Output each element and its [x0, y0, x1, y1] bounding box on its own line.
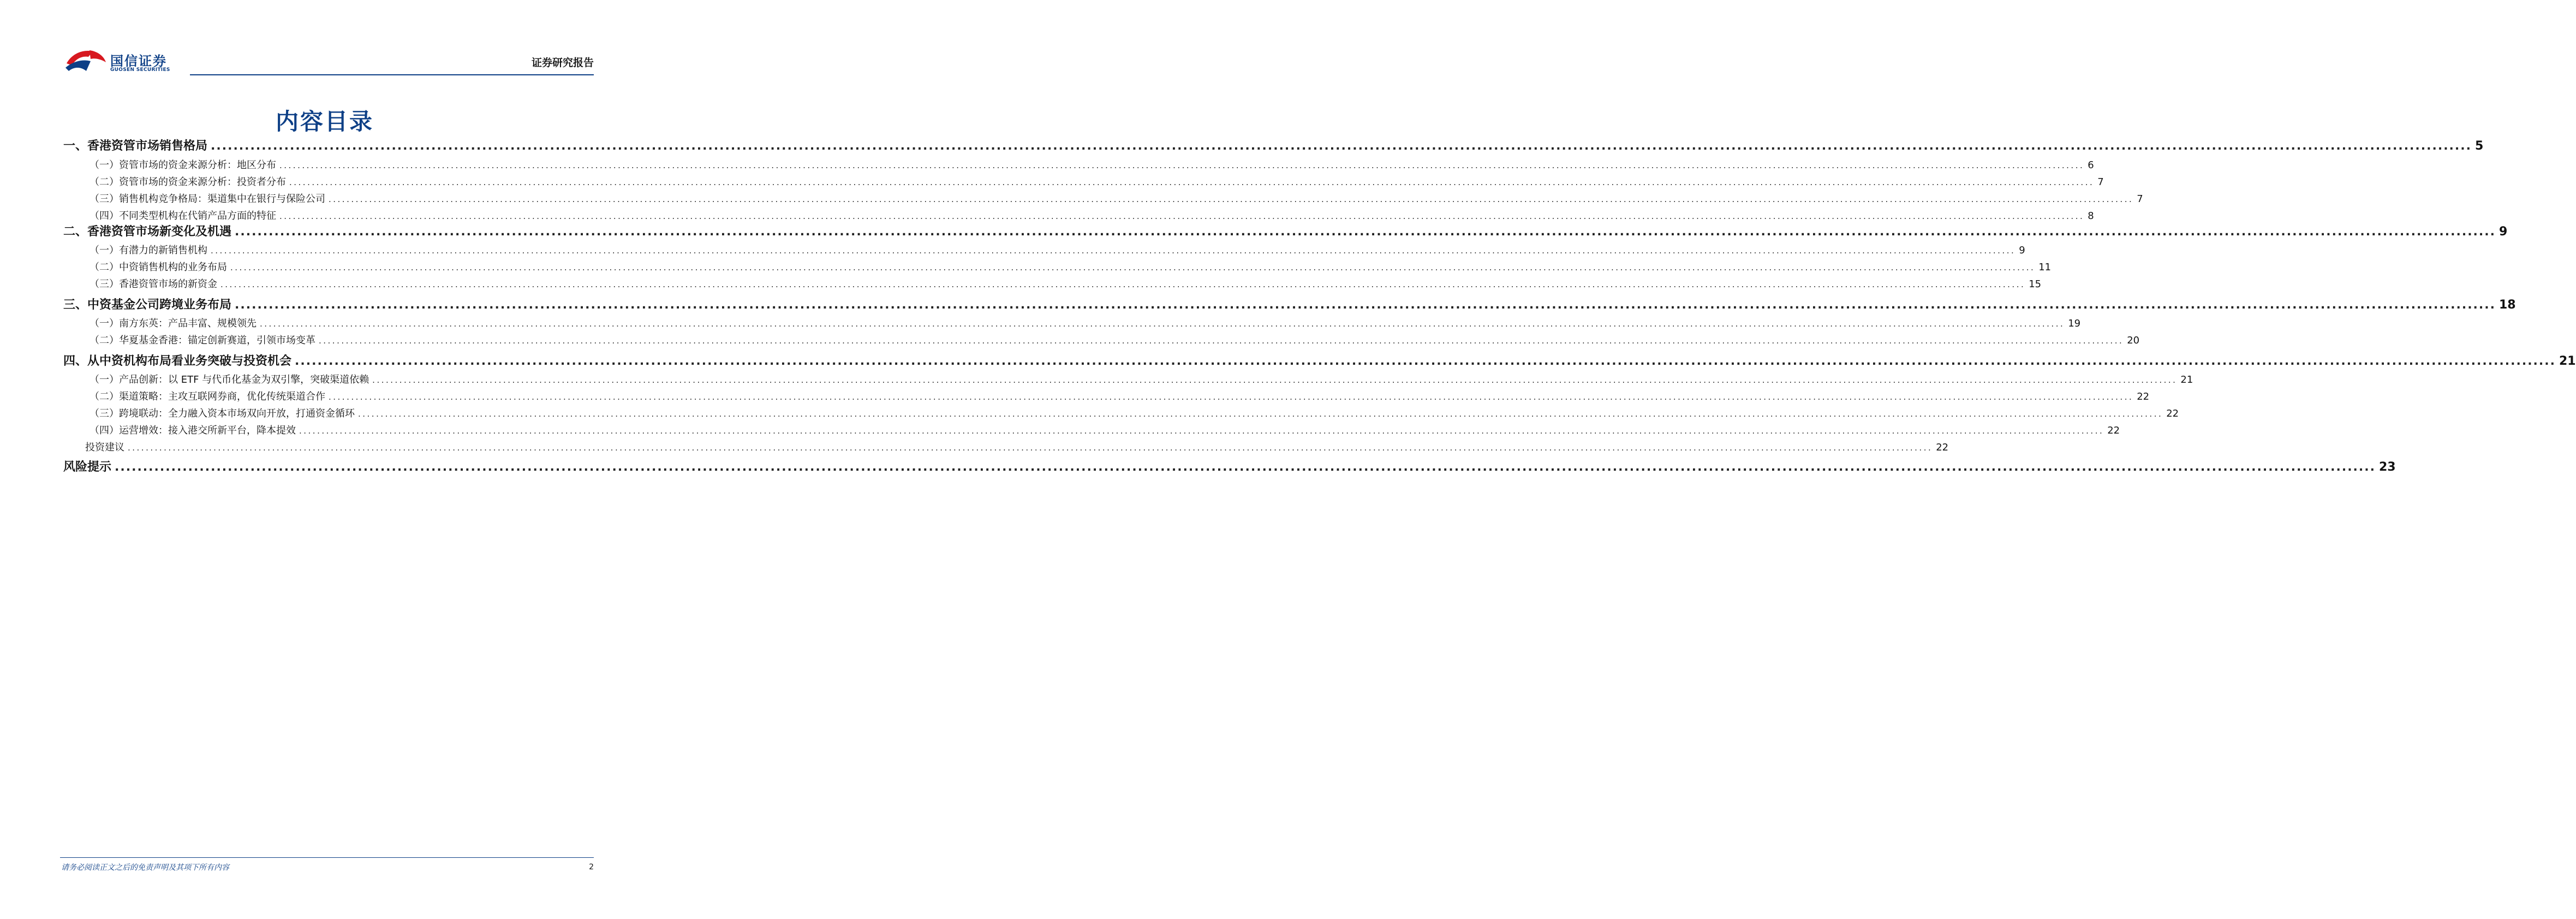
- toc-entry-page: 7: [2137, 193, 2143, 205]
- toc-entry-label: 二、香港资管市场新变化及机遇: [63, 225, 232, 239]
- toc-entry-page: 23: [2378, 460, 2396, 474]
- toc-entry-label: 四、从中资机构布局看业务突破与投资机会: [63, 354, 292, 368]
- toc-entry[interactable]: [63, 222, 2508, 239]
- toc-dot-leader: ................................................................................................................................................................................................................................................................................................................................................................................................................: [279, 161, 2085, 170]
- toc-entry-page: 22: [2166, 408, 2179, 419]
- toc-entry[interactable]: [63, 174, 2104, 188]
- toc-entry-page: 15: [2029, 278, 2042, 290]
- toc-dot-leader: ................................................................................................................................................................................................................................................................................................................................................................................................................: [289, 177, 2095, 187]
- toc-entry[interactable]: [63, 316, 2081, 330]
- toc-entry-page: 20: [2127, 335, 2140, 346]
- toc-entry-page: 11: [2038, 262, 2052, 273]
- toc-entry-page: 21: [2559, 354, 2576, 368]
- toc-entry[interactable]: [63, 295, 2516, 312]
- toc-entry[interactable]: [63, 137, 2484, 153]
- toc-entry-label: （三）销售机构竞争格局：渠道集中在银行与保险公司: [90, 193, 325, 205]
- toc-dot-leader: ................................................................................................................................................................................................................................................................................................................................................................................................................: [235, 225, 2496, 239]
- toc-entry-page: 9: [2019, 245, 2025, 256]
- toc-title: 内容目录: [275, 108, 374, 135]
- toc-entry-page: 18: [2499, 298, 2516, 312]
- toc-entry[interactable]: [63, 406, 2179, 420]
- toc-entry-label: （一）产品创新：以 ETF 与代币化基金为双引擎，突破渠道依赖: [90, 374, 369, 386]
- brand-name-cn: 国信证券: [110, 54, 167, 69]
- toc-dot-leader: ................................................................................................................................................................................................................................................................................................................................................................................................................: [358, 409, 2163, 419]
- toc-entry-label: （四）不同类型机构在代销产品方面的特征: [90, 210, 276, 222]
- toc-entry[interactable]: [63, 458, 2396, 475]
- toc-dot-leader: ................................................................................................................................................................................................................................................................................................................................................................................................................: [329, 392, 2134, 402]
- footer-disclaimer: 请务必阅读正文之后的免责声明及其项下所有内容: [61, 863, 229, 872]
- toc-entry[interactable]: [63, 333, 2140, 347]
- toc-dot-leader: ................................................................................................................................................................................................................................................................................................................................................................................................................: [295, 354, 2556, 368]
- toc-entry-page: 22: [2107, 425, 2120, 436]
- report-type-label: 证券研究报告: [531, 57, 594, 69]
- toc-entry[interactable]: [63, 157, 2094, 171]
- toc-entry-label: （二）渠道策略：主攻互联网券商，优化传统渠道合作: [90, 391, 325, 402]
- toc-entry-label: （二）资管市场的资金来源分析：投资者分布: [90, 176, 286, 188]
- header-divider: [190, 74, 594, 75]
- brand-name-en: GUOSEN SECURITIES: [110, 67, 170, 73]
- toc-dot-leader: ................................................................................................................................................................................................................................................................................................................................................................................................................: [319, 336, 2124, 346]
- toc-entry-label: （四）运营增效：接入港交所新平台，降本提效: [90, 425, 296, 436]
- toc-dot-leader: ................................................................................................................................................................................................................................................................................................................................................................................................................: [329, 194, 2134, 204]
- toc-entry-page: 7: [2097, 176, 2104, 188]
- toc-entry-label: （一）有潜力的新销售机构: [90, 245, 207, 256]
- toc-entry[interactable]: [63, 208, 2094, 222]
- toc-dot-leader: ................................................................................................................................................................................................................................................................................................................................................................................................................: [128, 443, 1933, 453]
- toc-entry[interactable]: [63, 440, 1949, 454]
- toc-entry[interactable]: [63, 352, 2576, 369]
- toc-entry-label: 投资建议: [85, 442, 124, 453]
- toc-entry[interactable]: [63, 242, 2025, 257]
- guosen-logo-icon: [64, 47, 108, 75]
- toc-entry[interactable]: [63, 372, 2193, 386]
- toc-entry-page: 9: [2499, 225, 2508, 239]
- toc-dot-leader: ................................................................................................................................................................................................................................................................................................................................................................................................................: [279, 211, 2085, 221]
- toc-entry-label: （三）香港资管市场的新资金: [90, 278, 217, 290]
- toc-entry-label: （二）华夏基金香港：锚定创新赛道，引领市场变革: [90, 335, 315, 346]
- toc-dot-leader: ................................................................................................................................................................................................................................................................................................................................................................................................................: [211, 246, 2016, 256]
- toc-dot-leader: ................................................................................................................................................................................................................................................................................................................................................................................................................: [115, 460, 2376, 474]
- toc-entry-label: （二）中资销售机构的业务布局: [90, 262, 227, 273]
- page-number: 2: [589, 863, 594, 871]
- toc-entry-label: （三）跨境联动：全力融入资本市场双向开放，打通资金循环: [90, 408, 355, 419]
- toc-entry-page: 6: [2088, 159, 2094, 171]
- toc-dot-leader: ................................................................................................................................................................................................................................................................................................................................................................................................................: [260, 319, 2065, 329]
- toc-entry-page: 5: [2474, 139, 2484, 153]
- footer-divider: [60, 857, 594, 858]
- toc-entry-label: 风险提示: [63, 460, 112, 474]
- toc-dot-leader: ................................................................................................................................................................................................................................................................................................................................................................................................................: [235, 298, 2496, 312]
- toc-entry[interactable]: [63, 389, 2150, 403]
- brand-logo: [64, 47, 174, 75]
- toc-entry-page: 19: [2068, 318, 2081, 329]
- toc-entry[interactable]: [63, 259, 2052, 274]
- toc-entry[interactable]: [63, 191, 2143, 205]
- toc-entry[interactable]: [63, 423, 2120, 437]
- toc-entry-page: 8: [2088, 210, 2094, 222]
- page-header: [64, 47, 594, 75]
- toc-dot-leader: ................................................................................................................................................................................................................................................................................................................................................................................................................: [372, 375, 2178, 385]
- toc-entry-label: 一、香港资管市场销售格局: [63, 139, 208, 153]
- toc-entry-page: 21: [2180, 374, 2193, 386]
- toc-dot-leader: ................................................................................................................................................................................................................................................................................................................................................................................................................: [220, 280, 2026, 289]
- toc-entry-label: （一）南方东英：产品丰富、规模领先: [90, 318, 257, 329]
- toc-dot-leader: ................................................................................................................................................................................................................................................................................................................................................................................................................: [230, 263, 2036, 272]
- toc-entry-label: （一）资管市场的资金来源分析：地区分布: [90, 159, 276, 171]
- toc-entry-page: 22: [1936, 442, 1949, 453]
- toc-dot-leader: ................................................................................................................................................................................................................................................................................................................................................................................................................: [211, 139, 2472, 153]
- toc-entry-label: 三、中资基金公司跨境业务布局: [63, 298, 232, 312]
- toc-dot-leader: ................................................................................................................................................................................................................................................................................................................................................................................................................: [299, 426, 2104, 436]
- toc-entry[interactable]: [63, 276, 2042, 290]
- toc-entry-page: 22: [2137, 391, 2150, 402]
